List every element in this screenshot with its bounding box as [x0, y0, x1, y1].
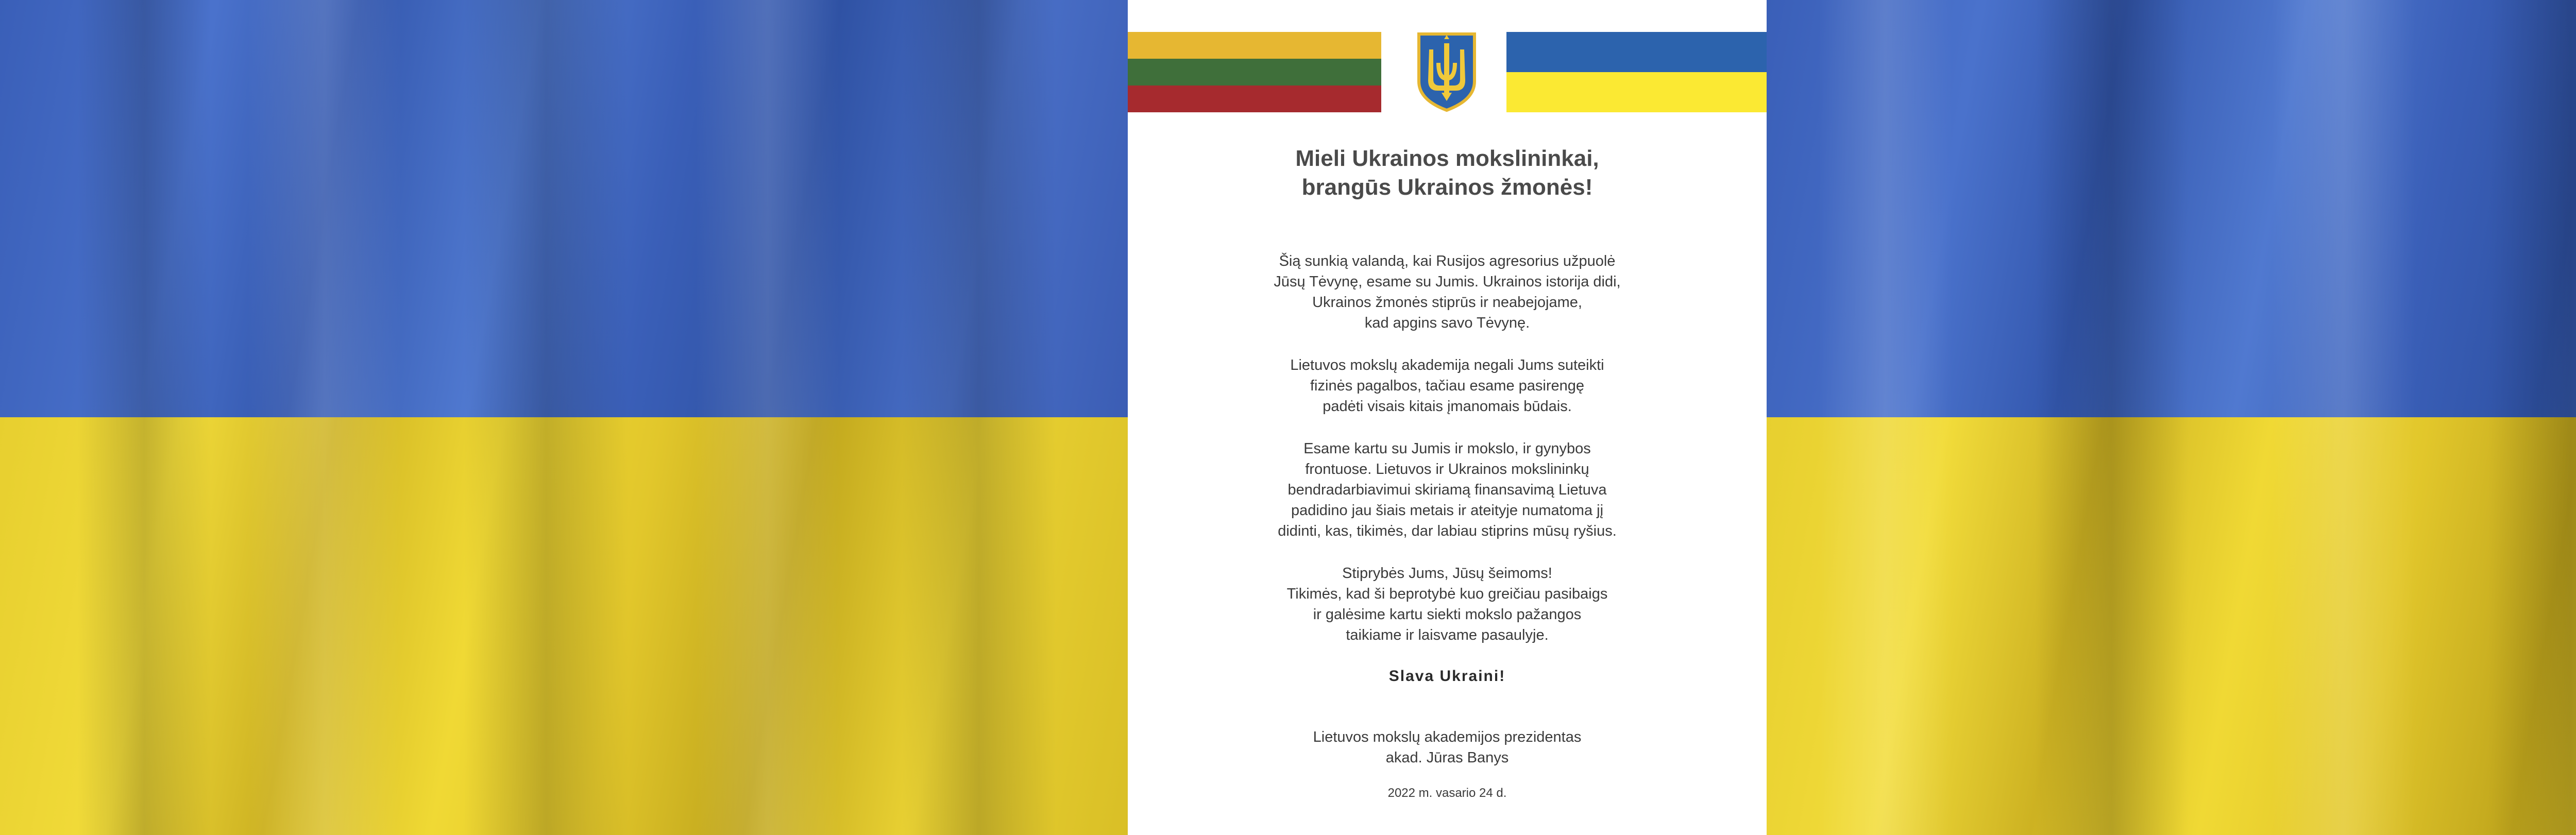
fabric-shine — [247, 0, 402, 835]
fabric-shine — [1818, 0, 1952, 835]
signature-block — [1128, 727, 1767, 768]
paragraph-3 — [1128, 438, 1767, 541]
fabric-shine — [2272, 0, 2416, 835]
title-line: brangūs Ukrainos žmonės! — [1301, 175, 1593, 200]
paragraph-4 — [1128, 563, 1767, 645]
paragraph-2 — [1128, 355, 1767, 417]
paragraph-line: Tikimės, kad ši beprotybė kuo greičiau pasibaigs — [1286, 586, 1608, 602]
paragraph-line: taikiame ir laisvame pasaulyje. — [1346, 627, 1549, 643]
paragraph-line: didinti, kas, tikimės, dar labiau stiprins mūsų ryšius. — [1278, 523, 1617, 539]
paragraph-line: padidino jau šiais metais ir ateityje numatoma jį — [1291, 502, 1604, 519]
paragraph-line: kad apgins savo Tėvynę. — [1364, 315, 1530, 331]
paragraph-line: padėti visais kitais įmanomais būdais. — [1323, 398, 1572, 415]
letter-content — [1128, 144, 1767, 802]
flags-header — [1128, 32, 1767, 112]
ukraine-flag-yellow-stripe — [1506, 72, 1767, 112]
paragraph-line: Jūsų Tėvynę, esame su Jumis. Ukrainos istorija didi, — [1274, 274, 1621, 290]
lithuania-flag-green-stripe — [1128, 59, 1381, 86]
fabric-fold — [902, 0, 1056, 835]
paragraph-line: frontuose. Lietuvos ir Ukrainos mokslininkų — [1305, 461, 1589, 478]
letter-panel — [1128, 0, 1767, 835]
paragraph-line: bendradarbiavimui skiriamą finansavimą Lietuva — [1287, 482, 1607, 498]
fabric-fold — [2488, 0, 2576, 835]
ukraine-flag-background-right — [1767, 0, 2576, 835]
ukraine-flag-blue-stripe — [1506, 32, 1767, 72]
lithuania-flag-red-stripe — [1128, 86, 1381, 112]
paragraph-line: fizinės pagalbos, tačiau esame pasirengę — [1310, 378, 1584, 394]
fabric-fold — [77, 0, 211, 835]
fabric-fold — [464, 0, 629, 835]
paragraph-1 — [1128, 251, 1767, 333]
fabric-shine — [696, 0, 840, 835]
paragraph-line: Šią sunkią valandą, kai Rusijos agresorius užpuolė — [1279, 253, 1616, 269]
title-line: Mieli Ukrainos mokslininkai, — [1295, 146, 1599, 171]
closing-slogan: Slava Ukraini! — [1388, 668, 1506, 685]
paragraph-line: Stiprybės Jums, Jūsų šeimoms! — [1342, 565, 1552, 582]
lithuania-flag-yellow-stripe — [1128, 32, 1381, 59]
ukraine-flag-small — [1506, 32, 1767, 112]
paragraph-line: ir galėsime kartu siekti mokslo pažangos — [1313, 606, 1582, 623]
paragraph-line: Lietuvos mokslų akademija negali Jums suteikti — [1290, 357, 1604, 373]
letter-date: 2022 m. vasario 24 d. — [1387, 786, 1507, 800]
ukraine-flag-background-left — [0, 0, 1128, 835]
paragraph-line: Esame kartu su Jumis ir mokslo, ir gynybos — [1303, 440, 1591, 457]
lithuania-flag — [1128, 32, 1381, 112]
paragraph-line: Ukrainos žmonės stiprūs ir neabejojame, — [1312, 294, 1582, 311]
letter-title — [1128, 144, 1767, 202]
signature-name: akad. Jūras Banys — [1385, 749, 1509, 766]
fabric-fold — [2035, 0, 2189, 835]
signature-title: Lietuvos mokslų akademijos prezidentas — [1313, 729, 1582, 745]
trident-icon — [1416, 32, 1478, 112]
